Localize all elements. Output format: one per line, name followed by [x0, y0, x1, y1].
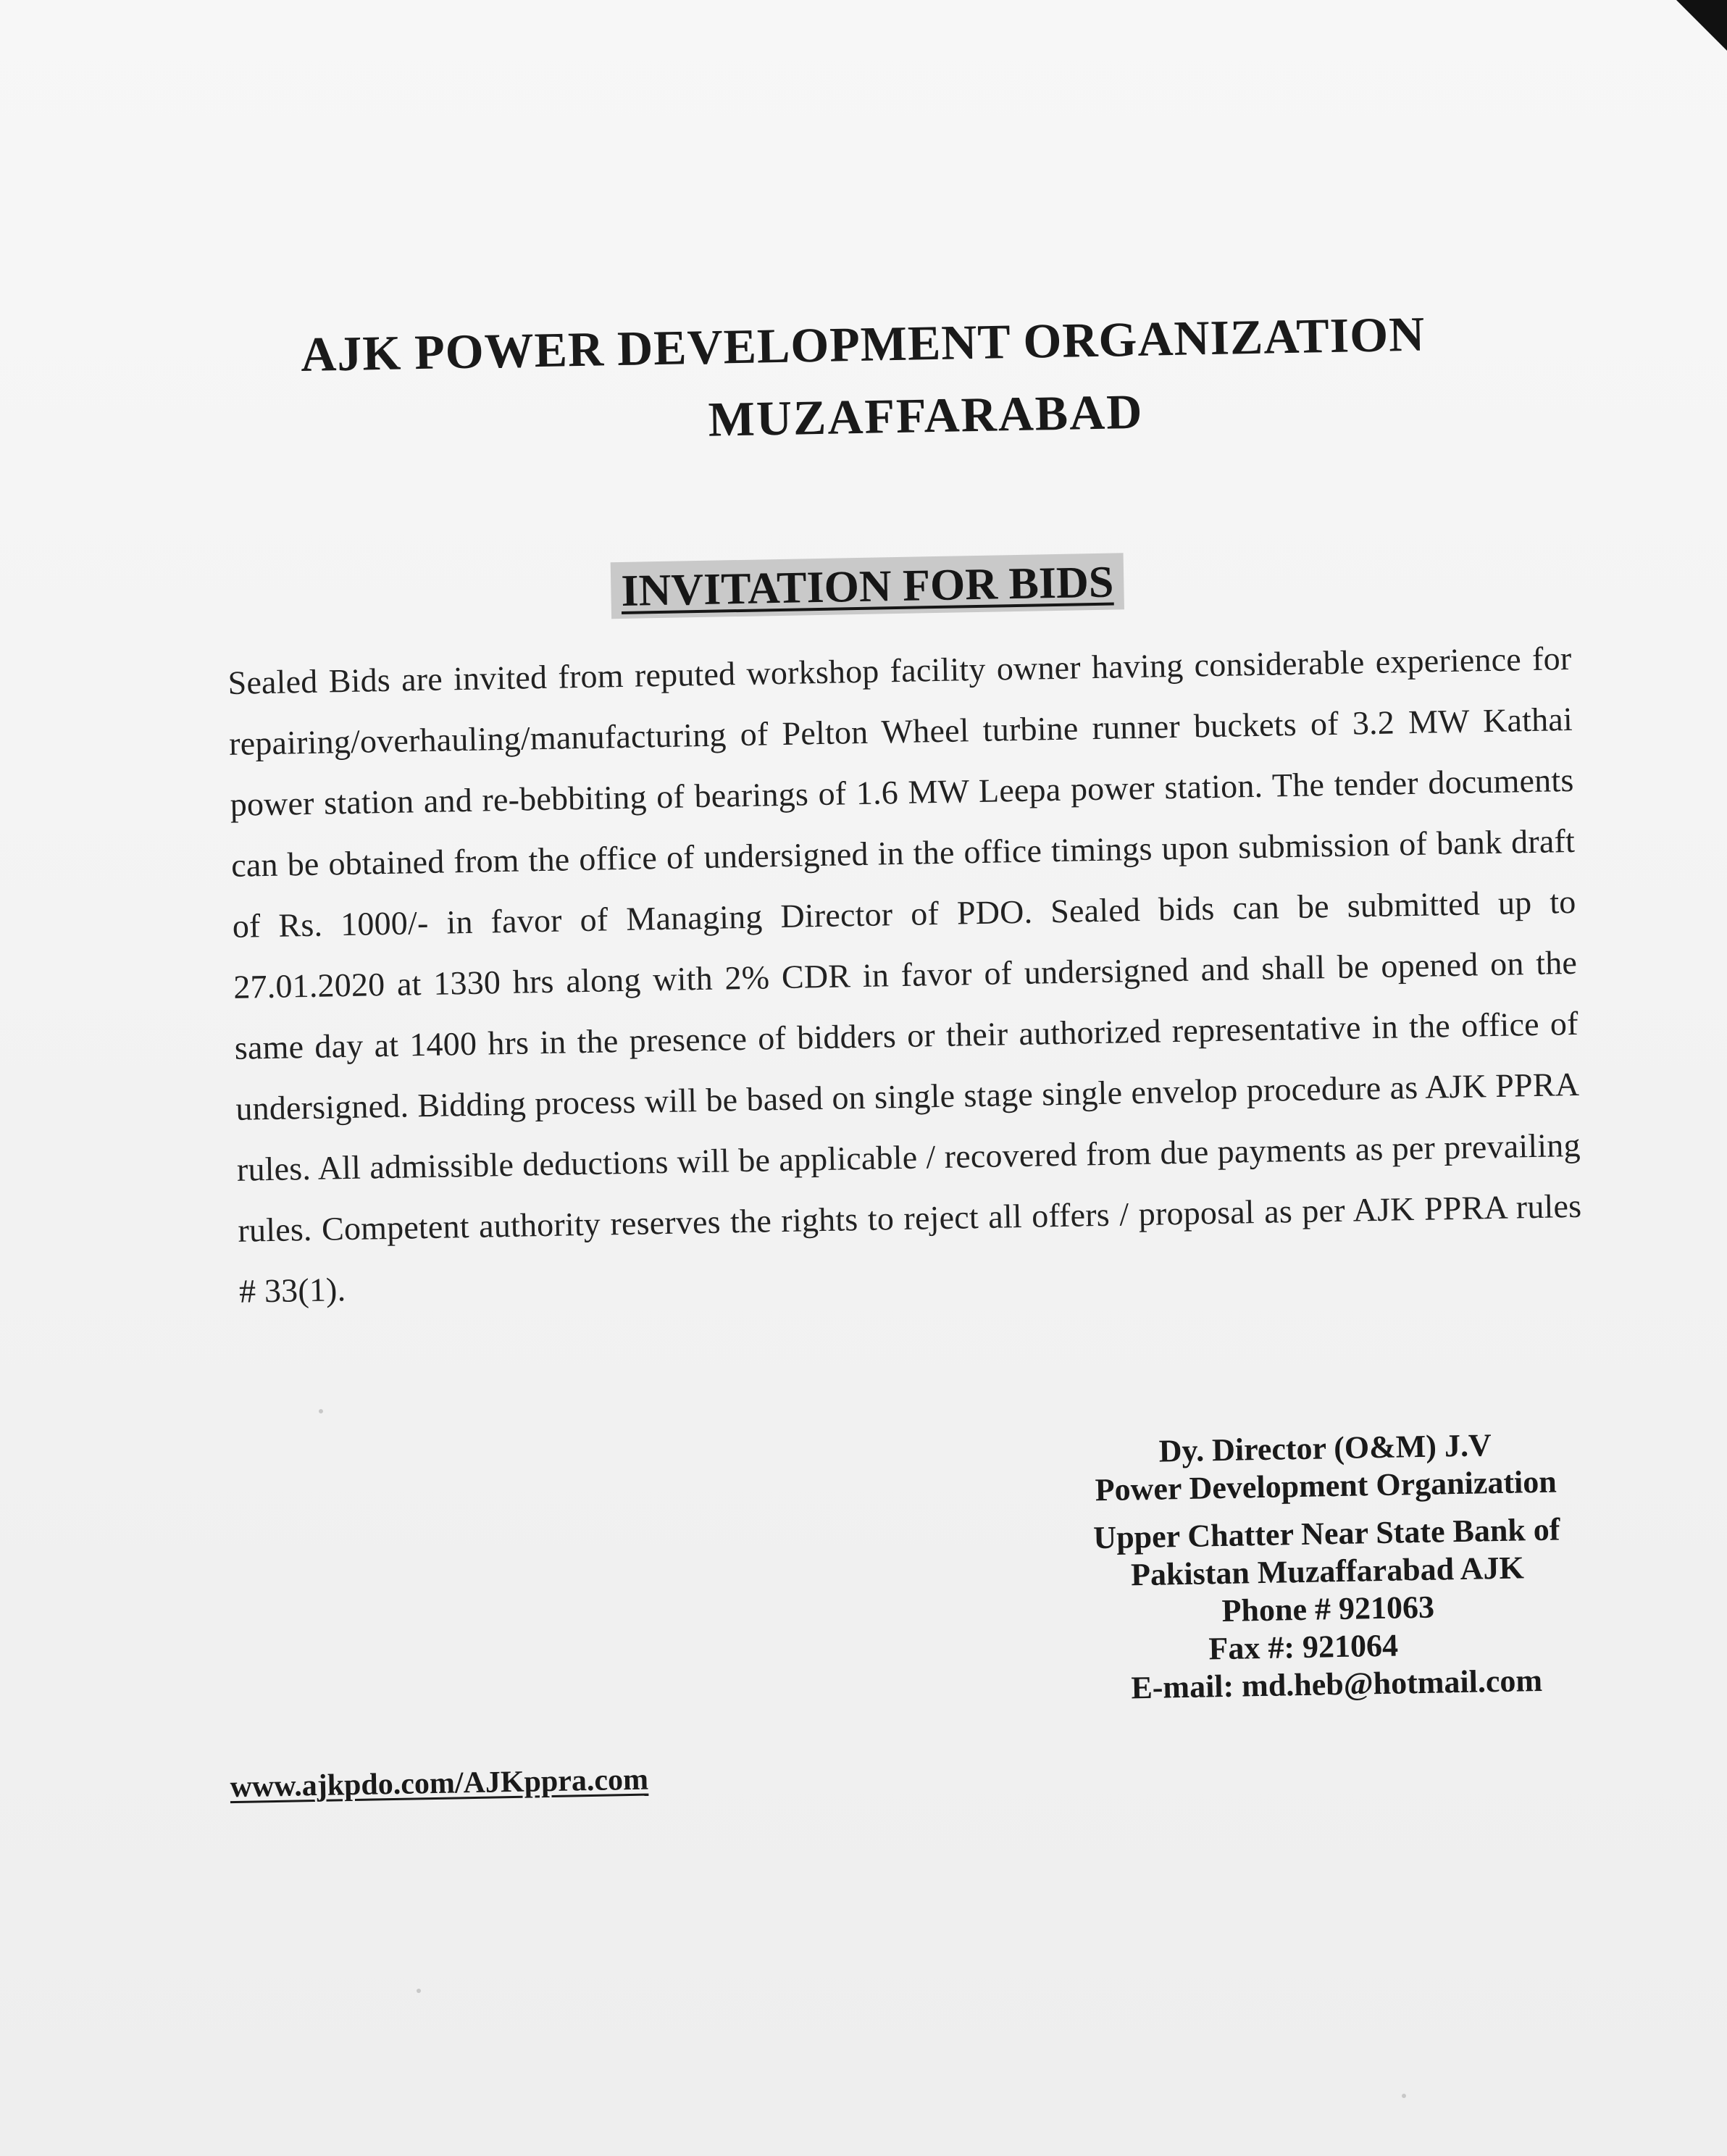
notice-body-paragraph: Sealed Bids are invited from reputed workshop facility owner having considerable experience for repairing/overhauling/manufacturing of Pelton Wheel turbine runner buckets of 3.2 MW Kathai power station and re-bebbiting of bearings of 1.6 MW Leepa power station. The tender documents can be obtained from the office of undersigned in the office timings upon submission of bank draft of Rs. 1000/- in favor of Managing Director of PDO. Sealed bids can be submitted up to 27.01.2020 at 1330 hrs along with 2% CDR in favor of undersigned and shall be opened on the same day at 1400 hrs in the presence of bidders or their authorized representative in the office of undersigned. Bidding process will be based on single stage single envelop procedure as AJK PPRA rules. All admissible deductions will be applicable / recovered from due payments as per prevailing rules. Competent authority reserves the rights to reject all offers / proposal as per AJK PPRA rules # 33(1). [227, 639, 1582, 1310]
signatory-phone: Phone # 921063 [1221, 1589, 1435, 1629]
scan-speck [319, 1409, 323, 1413]
signature-block [1050, 1424, 1605, 1708]
notice-heading: INVITATION FOR BIDS [611, 553, 1124, 619]
scan-speck [1402, 2094, 1406, 2098]
notice-heading-container [556, 552, 1179, 620]
organization-city: MUZAFFARABAD [708, 383, 1145, 447]
signatory-fax: Fax #: 921064 [1208, 1627, 1399, 1667]
signatory-organization: Power Development Organization [1095, 1463, 1557, 1508]
scan-speck [417, 1989, 421, 1993]
signatory-address-line1: Upper Chatter Near State Bank of [1092, 1511, 1560, 1556]
organization-title: AJK POWER DEVELOPMENT ORGANIZATION [300, 306, 1426, 383]
website-link[interactable]: www.ajkpdo.com/AJKppra.com [230, 1763, 649, 1805]
signatory-designation: Dy. Director (O&M) J.V [1158, 1427, 1492, 1469]
signatory-email: E-mail: md.heb@hotmail.com [1130, 1662, 1543, 1706]
signatory-address-line2: Pakistan Muzaffarabad AJK [1130, 1550, 1525, 1593]
